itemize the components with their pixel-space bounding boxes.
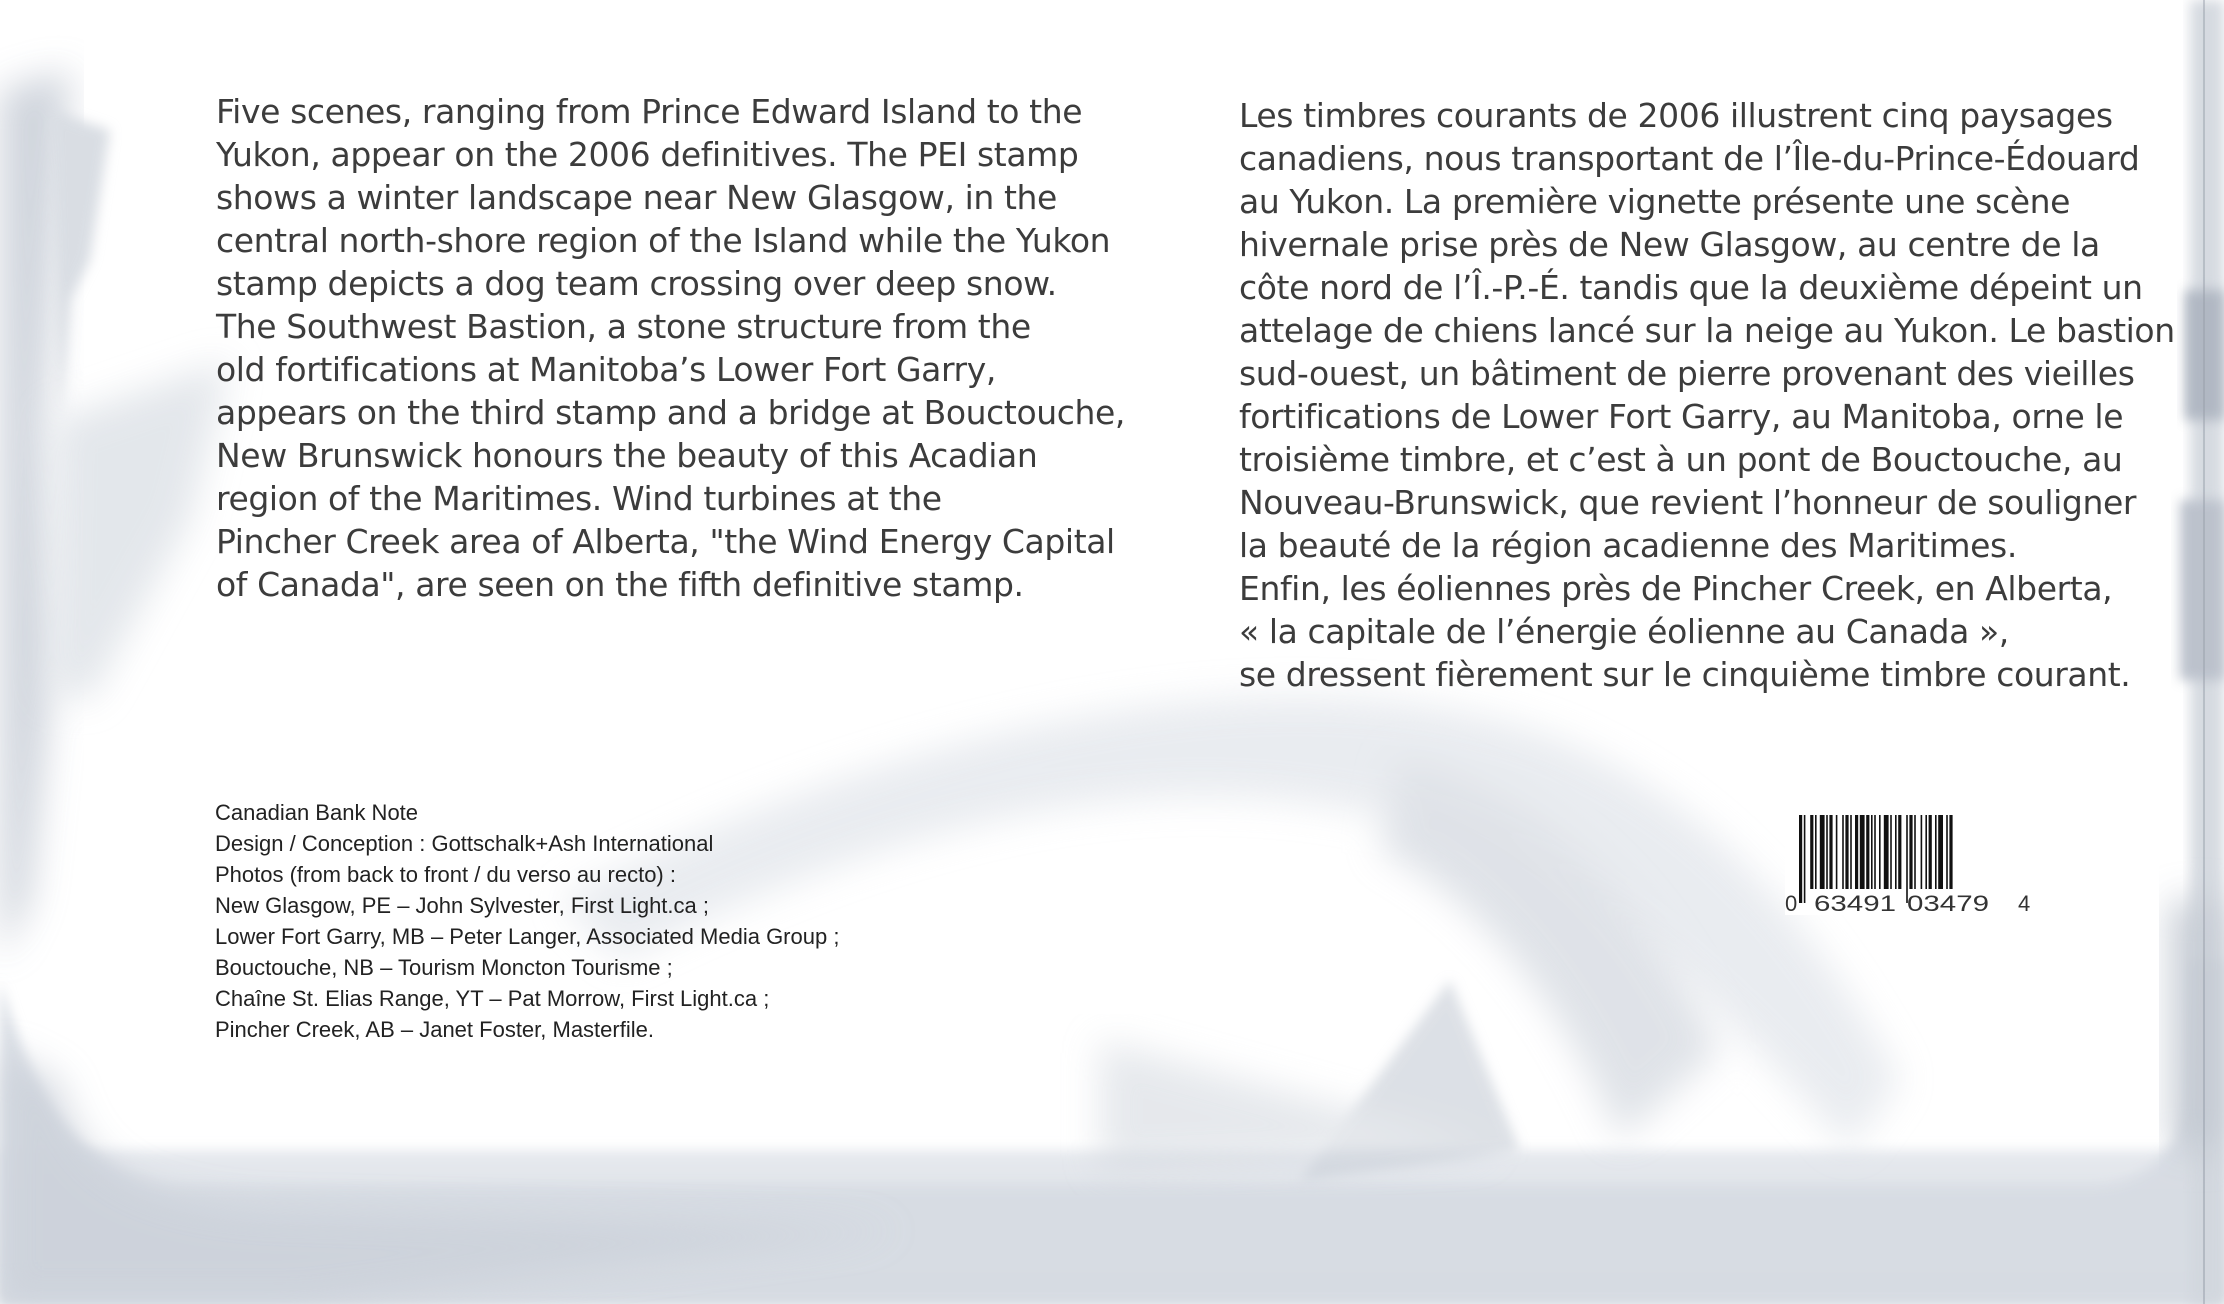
barcode-bar: [1898, 815, 1901, 889]
barcode-bar: [1871, 815, 1873, 889]
barcode-bar: [1895, 815, 1897, 889]
barcode-bar: [1810, 815, 1813, 889]
english-description: [216, 90, 1126, 606]
barcode-bar: [1929, 815, 1932, 889]
barcode-bar: [1842, 815, 1844, 889]
english-line: shows a winter landscape near New Glasgow, in the: [216, 178, 1057, 217]
barcode-bar: [1906, 815, 1908, 903]
barcode-bar: [1921, 815, 1923, 889]
barcode-bar: [1874, 815, 1876, 889]
barcode-bar: [1884, 815, 1889, 889]
french-line: hivernale prise près de New Glasgow, au centre de la: [1239, 225, 2100, 264]
french-line: se dressent fièrement sur le cinquième timbre courant.: [1239, 655, 2131, 694]
french-description: [1239, 94, 2175, 696]
left-edge-landscape: [0, 70, 230, 960]
french-line: au Yukon. La première vignette présente une scène: [1239, 182, 2071, 221]
english-line: old fortifications at Manitoba’s Lower Fort Garry,: [216, 350, 996, 389]
credit-line: Pincher Creek, AB – Janet Foster, Masterfile.: [215, 1017, 654, 1042]
barcode-bar: [1938, 815, 1943, 889]
barcode-bar: [1949, 815, 1952, 889]
english-line: of Canada", are seen on the fifth definitive stamp.: [216, 565, 1024, 604]
barcode-bar: [1860, 815, 1865, 889]
barcode-bar: [1866, 815, 1869, 889]
credit-line: Design / Conception : Gottschalk+Ash International: [215, 831, 714, 856]
upc-barcode: [1785, 815, 2030, 915]
barcode-bar: [1909, 815, 1912, 889]
french-line: côte nord de l’Î.-P.-É. tandis que la deuxième dépeint un: [1239, 268, 2143, 307]
french-line: Enfin, les éoliennes près de Pincher Creek, en Alberta,: [1239, 569, 2113, 608]
french-line: canadiens, nous transportant de l’Île-du-Prince-Édouard: [1239, 139, 2140, 178]
french-line: troisième timbre, et c’est à un pont de Bouctouche, au: [1239, 440, 2123, 479]
barcode-bar: [1799, 815, 1802, 903]
barcode-bar: [1925, 815, 1927, 889]
french-line: attelage de chiens lancé sur la neige au Yukon. Le bastion: [1239, 311, 2175, 350]
barcode-bar: [1914, 815, 1916, 889]
english-line: appears on the third stamp and a bridge at Bouctouche,: [216, 393, 1126, 432]
english-line: The Southwest Bastion, a stone structure from the: [216, 307, 1031, 346]
french-line: sud-ouest, un bâtiment de pierre provenant des vieilles: [1239, 354, 2135, 393]
barcode-bar: [1855, 815, 1858, 889]
barcode-bar: [1836, 815, 1838, 889]
barcode-bar: [1850, 815, 1852, 889]
english-line: New Brunswick honours the beauty of this Acadian: [216, 436, 1038, 475]
english-line: stamp depicts a dog team crossing over deep snow.: [216, 264, 1057, 303]
barcode-right-digits: 03479: [1907, 891, 1989, 915]
english-line: Five scenes, ranging from Prince Edward Island to the: [216, 92, 1083, 131]
right-edge-photo: [2170, 0, 2224, 1304]
french-line: Les timbres courants de 2006 illustrent cinq paysages: [1239, 96, 2113, 135]
photo-credits: [215, 797, 839, 1045]
barcode-bar: [1804, 815, 1806, 903]
barcode-lead-digit: 0: [1785, 891, 1798, 915]
english-line: Yukon, appear on the 2006 definitives. The PEI stamp: [216, 135, 1079, 174]
english-line: Pincher Creek area of Alberta, "the Wind Energy Capital: [216, 522, 1115, 561]
credit-line: New Glasgow, PE – John Sylvester, First Light.ca ;: [215, 893, 709, 918]
french-line: fortifications de Lower Fort Garry, au Manitoba, orne le: [1239, 397, 2124, 436]
credit-line: Lower Fort Garry, MB – Peter Langer, Associated Media Group ;: [215, 924, 840, 949]
french-line: la beauté de la région acadienne des Maritimes.: [1239, 526, 2017, 565]
french-line: Nouveau-Brunswick, que revient l’honneur de souligner: [1239, 483, 2137, 522]
barcode-bar: [1829, 815, 1832, 889]
barcode-bar: [1879, 815, 1881, 889]
english-line: central north-shore region of the Island while the Yukon: [216, 221, 1111, 260]
barcode-bar: [1890, 815, 1892, 889]
barcode-bar: [1815, 815, 1817, 889]
barcode-left-digits: 63491: [1814, 891, 1896, 915]
barcode-bar: [1820, 815, 1825, 889]
barcode-bar: [1946, 815, 1948, 889]
barcode-bar: [1845, 815, 1848, 889]
credit-line: Chaîne St. Elias Range, YT – Pat Morrow, First Light.ca ;: [215, 986, 770, 1011]
barcode-bar: [1935, 815, 1937, 889]
credit-line: Canadian Bank Note: [215, 800, 419, 825]
english-line: region of the Maritimes. Wind turbines at the: [216, 479, 942, 518]
barcode-check-digit: 4: [2018, 891, 2030, 915]
credit-line: Photos (from back to front / du verso au recto) :: [215, 862, 676, 887]
barcode-bar: [1826, 815, 1828, 889]
french-line: « la capitale de l’énergie éolienne au Canada »,: [1239, 612, 2009, 651]
credit-line: Bouctouche, NB – Tourism Moncton Tourisme ;: [215, 955, 673, 980]
